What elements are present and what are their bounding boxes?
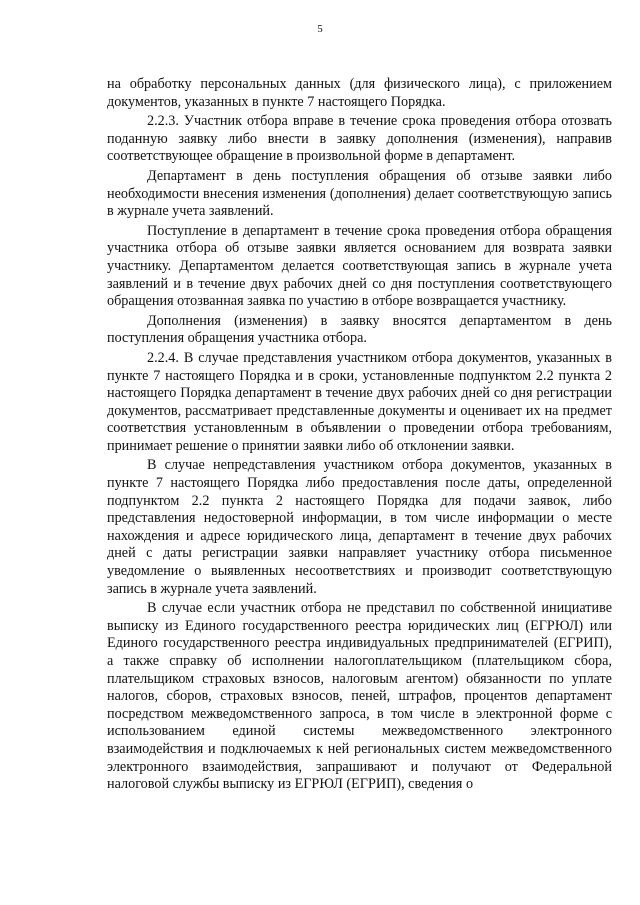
paragraph: В случае непредставления участником отбора документов, указанных в пункте 7 настоящего Порядка либо предоставления после даты, определенной подпунктом 2.2 пункта 2 настоящего Порядка для подачи заявок, либо представления недостоверной информации, в том числе информации о месте нахождения и адресе юридического лица, департамент в течение двух рабочих дней с даты регистрации заявки направляет участнику отбора письменное уведомление о выявленных несоответствиях и производит соответствующую запись в журнале учета заявлений. bbox=[107, 457, 612, 597]
paragraph: В случае если участник отбора не представил по собственной инициативе выписку из Единого государственного реестра юридических лиц (ЕГРЮЛ) или Единого государственного реестра индивидуальных предпринимателей (ЕГРИП), а также справку об исполнении налогоплательщиком (плательщиком сбора, плательщиком страховых взносов, налоговым агентом) обязанности по уплате налогов, сборов, страховых взносов, пеней, штрафов, процентов департамент посредством межведомственного запроса, в том числе в электронной форме с использованием единой системы межведомственного электронного взаимодействия и подключаемых к ней региональных систем межведомственного электронного взаимодействия, запрашивают и получают от Федеральной налоговой службы выписку из ЕГРЮЛ (ЕГРИП), сведения о bbox=[107, 600, 612, 793]
paragraph: 2.2.3. Участник отбора вправе в течение срока проведения отбора отозвать поданную заявку либо внести в заявку дополнения (изменения), направив соответствующее обращение в произвольной форме в департамент. bbox=[107, 113, 612, 165]
paragraph: 2.2.4. В случае представления участником отбора документов, указанных в пункте 7 настоящего Порядка и в сроки, установленные подпунктом 2.2 пункта 2 настоящего Порядка департамент в течение двух рабочих дней со дня регистрации документов, рассматривает представленные документы и оценивает их на предмет соответствия установленным в объявлении о проведении отбора требованиям, принимает решение о принятии заявки либо об отклонении заявки. bbox=[107, 349, 612, 454]
paragraph: на обработку персональных данных (для физического лица), с приложением документов, указанных в пункте 7 настоящего Порядка. bbox=[107, 76, 612, 110]
document-body bbox=[107, 76, 612, 796]
page-number: 5 bbox=[317, 23, 323, 35]
paragraph: Департамент в день поступления обращения об отзыве заявки либо необходимости внесения изменения (дополнения) делает соответствующую запись в журнале учета заявлений. bbox=[107, 167, 612, 220]
paragraph: Дополнения (изменения) в заявку вносятся департаментом в день поступления обращения участника отбора. bbox=[107, 312, 612, 347]
paragraph: Поступление в департамент в течение срока проведения отбора обращения участника отбора об отзыве заявки является основанием для возврата заявки участнику. Департаментом делается соответствующая запись в журнале учета заявлений и в течение двух рабочих дней со дня поступления соответствующего обращения отозванная заявка по участию в отборе возвращается участнику. bbox=[107, 222, 612, 310]
